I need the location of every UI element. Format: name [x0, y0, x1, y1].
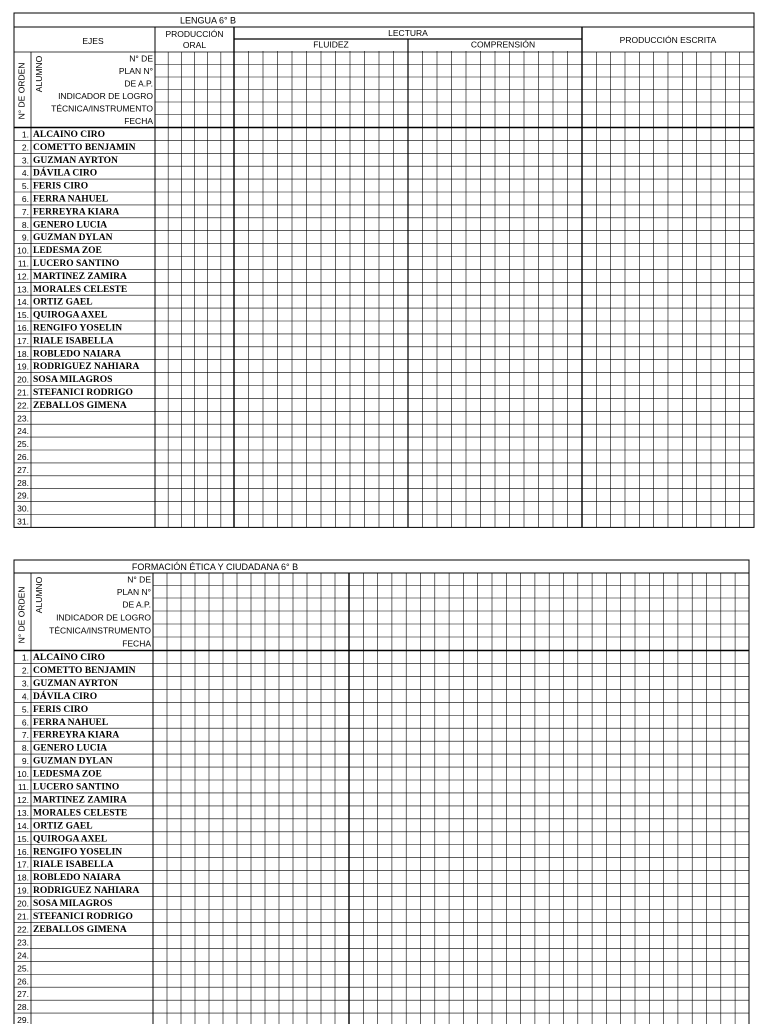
student-name: FERIS CIRO	[33, 704, 89, 715]
row-number: 2.	[21, 665, 29, 676]
student-name: ROBLEDO NAIARA	[33, 873, 121, 884]
row-number: 22.	[17, 400, 29, 411]
produccion-oral-header: PRODUCCIÓN	[165, 29, 224, 39]
etica-title: FORMACIÓN ÉTICA Y CIUDADANA 6° B	[131, 562, 299, 572]
row-number: 13.	[17, 284, 29, 295]
meta-label: PLAN N°	[116, 587, 151, 597]
row-number: 21.	[17, 387, 29, 398]
comprension-header: COMPRENSIÓN	[470, 39, 536, 50]
student-name: SOSA MILAGROS	[33, 375, 113, 386]
row-number: 18.	[17, 348, 29, 359]
row-number: 20.	[17, 374, 29, 385]
student-name: GENERO LUCIA	[33, 743, 108, 754]
student-name: RIALE ISABELLA	[33, 336, 114, 347]
meta-label: TÉCNICA/INSTRUMENTO	[51, 103, 153, 114]
student-name: RENGIFO YOSELIN	[33, 847, 123, 858]
student-name: MARTINEZ ZAMIRA	[33, 795, 127, 806]
row-number: 3.	[21, 678, 29, 689]
row-number: 8.	[21, 219, 29, 230]
student-name: LEDESMA ZOE	[33, 769, 102, 780]
row-number: 24.	[17, 950, 29, 961]
student-name: STEFANICI RODRIGO	[33, 388, 133, 398]
row-number: 22.	[17, 924, 29, 935]
row-number: 2.	[21, 142, 29, 153]
lectura-header: LECTURA	[388, 28, 428, 38]
row-number: 19.	[17, 885, 29, 896]
row-number: 27.	[17, 464, 29, 475]
row-number: 28.	[17, 477, 29, 488]
meta-label: N° DE	[127, 574, 151, 585]
student-name: FERRA NAHUEL	[33, 194, 109, 205]
student-name: FERRA NAHUEL	[33, 717, 109, 728]
row-number: 14.	[17, 297, 29, 308]
student-name: RIALE ISABELLA	[33, 860, 114, 871]
row-number: 26.	[17, 976, 29, 987]
row-number: 13.	[17, 807, 29, 818]
lengua-title: LENGUA 6° B	[179, 15, 237, 26]
meta-label: INDICADOR DE LOGRO	[56, 612, 151, 623]
num-orden-label: N° DE ORDEN	[16, 586, 27, 644]
student-name: MORALES CELESTE	[33, 808, 128, 819]
row-number: 6.	[21, 194, 29, 204]
row-number: 31.	[17, 516, 29, 527]
row-number: 9.	[21, 232, 29, 243]
alumno-label: ALUMNO	[34, 55, 44, 93]
row-number: 28.	[17, 1002, 29, 1013]
student-name: SOSA MILAGROS	[33, 899, 113, 910]
fluidez-header: FLUIDEZ	[313, 39, 349, 50]
lengua-table	[14, 13, 754, 527]
row-number: 17.	[17, 859, 29, 870]
student-name: COMETTO BENJAMIN	[33, 142, 136, 153]
student-name: GUZMAN AYRTON	[33, 678, 118, 689]
row-number: 15.	[17, 833, 29, 844]
student-name: GUZMAN AYRTON	[33, 155, 118, 166]
student-name: FERREYRA KIARA	[33, 730, 120, 741]
student-name: LEDESMA ZOE	[33, 246, 102, 257]
row-number: 27.	[17, 989, 29, 1000]
student-name: DÁVILA CIRO	[33, 168, 98, 179]
row-number: 16.	[17, 323, 29, 333]
row-number: 1.	[21, 652, 29, 663]
student-name: LUCERO SANTINO	[33, 259, 120, 269]
row-number: 29.	[17, 490, 29, 501]
row-number: 3.	[21, 155, 29, 166]
row-number: 25.	[17, 439, 29, 450]
row-number: 6.	[21, 717, 29, 728]
row-number: 4.	[21, 691, 29, 702]
student-name: ZEBALLOS GIMENA	[33, 400, 127, 411]
meta-label: DE A.P.	[122, 599, 151, 610]
student-name: MARTINEZ ZAMIRA	[33, 271, 127, 282]
student-name: DÁVILA CIRO	[33, 691, 98, 702]
row-number: 16.	[17, 846, 29, 857]
row-number: 11.	[17, 258, 29, 269]
meta-label: FECHA	[124, 116, 153, 126]
produccion-escrita-header: PRODUCCIÓN ESCRITA	[619, 35, 717, 45]
row-number: 23.	[17, 413, 29, 424]
row-number: 25.	[17, 963, 29, 974]
meta-label: N° DE	[129, 53, 153, 64]
row-number: 24.	[17, 426, 29, 437]
row-number: 30.	[17, 503, 29, 514]
student-name: RODRIGUEZ NAHIARA	[33, 362, 140, 373]
ejes-header: EJES	[82, 36, 104, 46]
student-name: ALCAINO CIRO	[33, 130, 106, 140]
student-name: ORTIZ GAEL	[33, 821, 93, 832]
meta-label: FECHA	[122, 638, 151, 649]
row-number: 14.	[17, 820, 29, 831]
student-name: GENERO LUCIA	[33, 220, 108, 231]
student-name: GUZMAN DYLAN	[33, 233, 113, 244]
row-number: 26.	[17, 452, 29, 462]
row-number: 12.	[17, 794, 29, 805]
num-orden-label: N° DE ORDEN	[16, 62, 27, 120]
row-number: 10.	[17, 245, 29, 256]
row-number: 17.	[17, 335, 29, 346]
row-number: 5.	[21, 181, 29, 192]
student-name: RODRIGUEZ NAHIARA	[33, 886, 140, 897]
student-name: STEFANICI RODRIGO	[33, 912, 133, 922]
row-number: 11.	[17, 782, 29, 792]
row-number: 7.	[21, 206, 29, 217]
row-number: 21.	[17, 911, 29, 922]
student-name: ALCAINO CIRO	[33, 653, 106, 663]
meta-label: TÉCNICA/INSTRUMENTO	[49, 625, 151, 636]
student-name: FERREYRA KIARA	[33, 207, 120, 218]
row-number: 12.	[17, 271, 29, 282]
student-name: MORALES CELESTE	[33, 284, 128, 295]
row-number: 29.	[17, 1015, 29, 1024]
row-number: 8.	[21, 743, 29, 754]
meta-label: INDICADOR DE LOGRO	[58, 91, 153, 101]
student-name: QUIROGA AXEL	[33, 310, 108, 321]
student-name: ZEBALLOS GIMENA	[33, 924, 127, 935]
row-number: 5.	[21, 704, 29, 715]
student-name: COMETTO BENJAMIN	[33, 665, 136, 676]
student-name: RENGIFO YOSELIN	[33, 323, 123, 334]
student-name: GUZMAN DYLAN	[33, 756, 113, 767]
student-name: LUCERO SANTINO	[33, 782, 120, 793]
student-name: FERIS CIRO	[33, 181, 89, 192]
row-number: 23.	[17, 937, 29, 948]
meta-label: DE A.P.	[124, 78, 153, 89]
produccion-oral-header: ORAL	[182, 40, 207, 50]
row-number: 7.	[21, 730, 29, 741]
alumno-label: ALUMNO	[34, 576, 44, 614]
student-name: ROBLEDO NAIARA	[33, 349, 121, 360]
row-number: 19.	[17, 361, 29, 372]
etica-table	[14, 560, 749, 1024]
row-number: 1.	[21, 129, 29, 140]
row-number: 20.	[17, 898, 29, 909]
row-number: 10.	[17, 769, 29, 780]
meta-label: PLAN N°	[118, 66, 153, 76]
row-number: 15.	[17, 310, 29, 321]
row-number: 9.	[21, 756, 29, 767]
student-name: QUIROGA AXEL	[33, 834, 108, 845]
student-name: ORTIZ GAEL	[33, 297, 93, 308]
row-number: 4.	[21, 168, 29, 179]
row-number: 18.	[17, 872, 29, 883]
